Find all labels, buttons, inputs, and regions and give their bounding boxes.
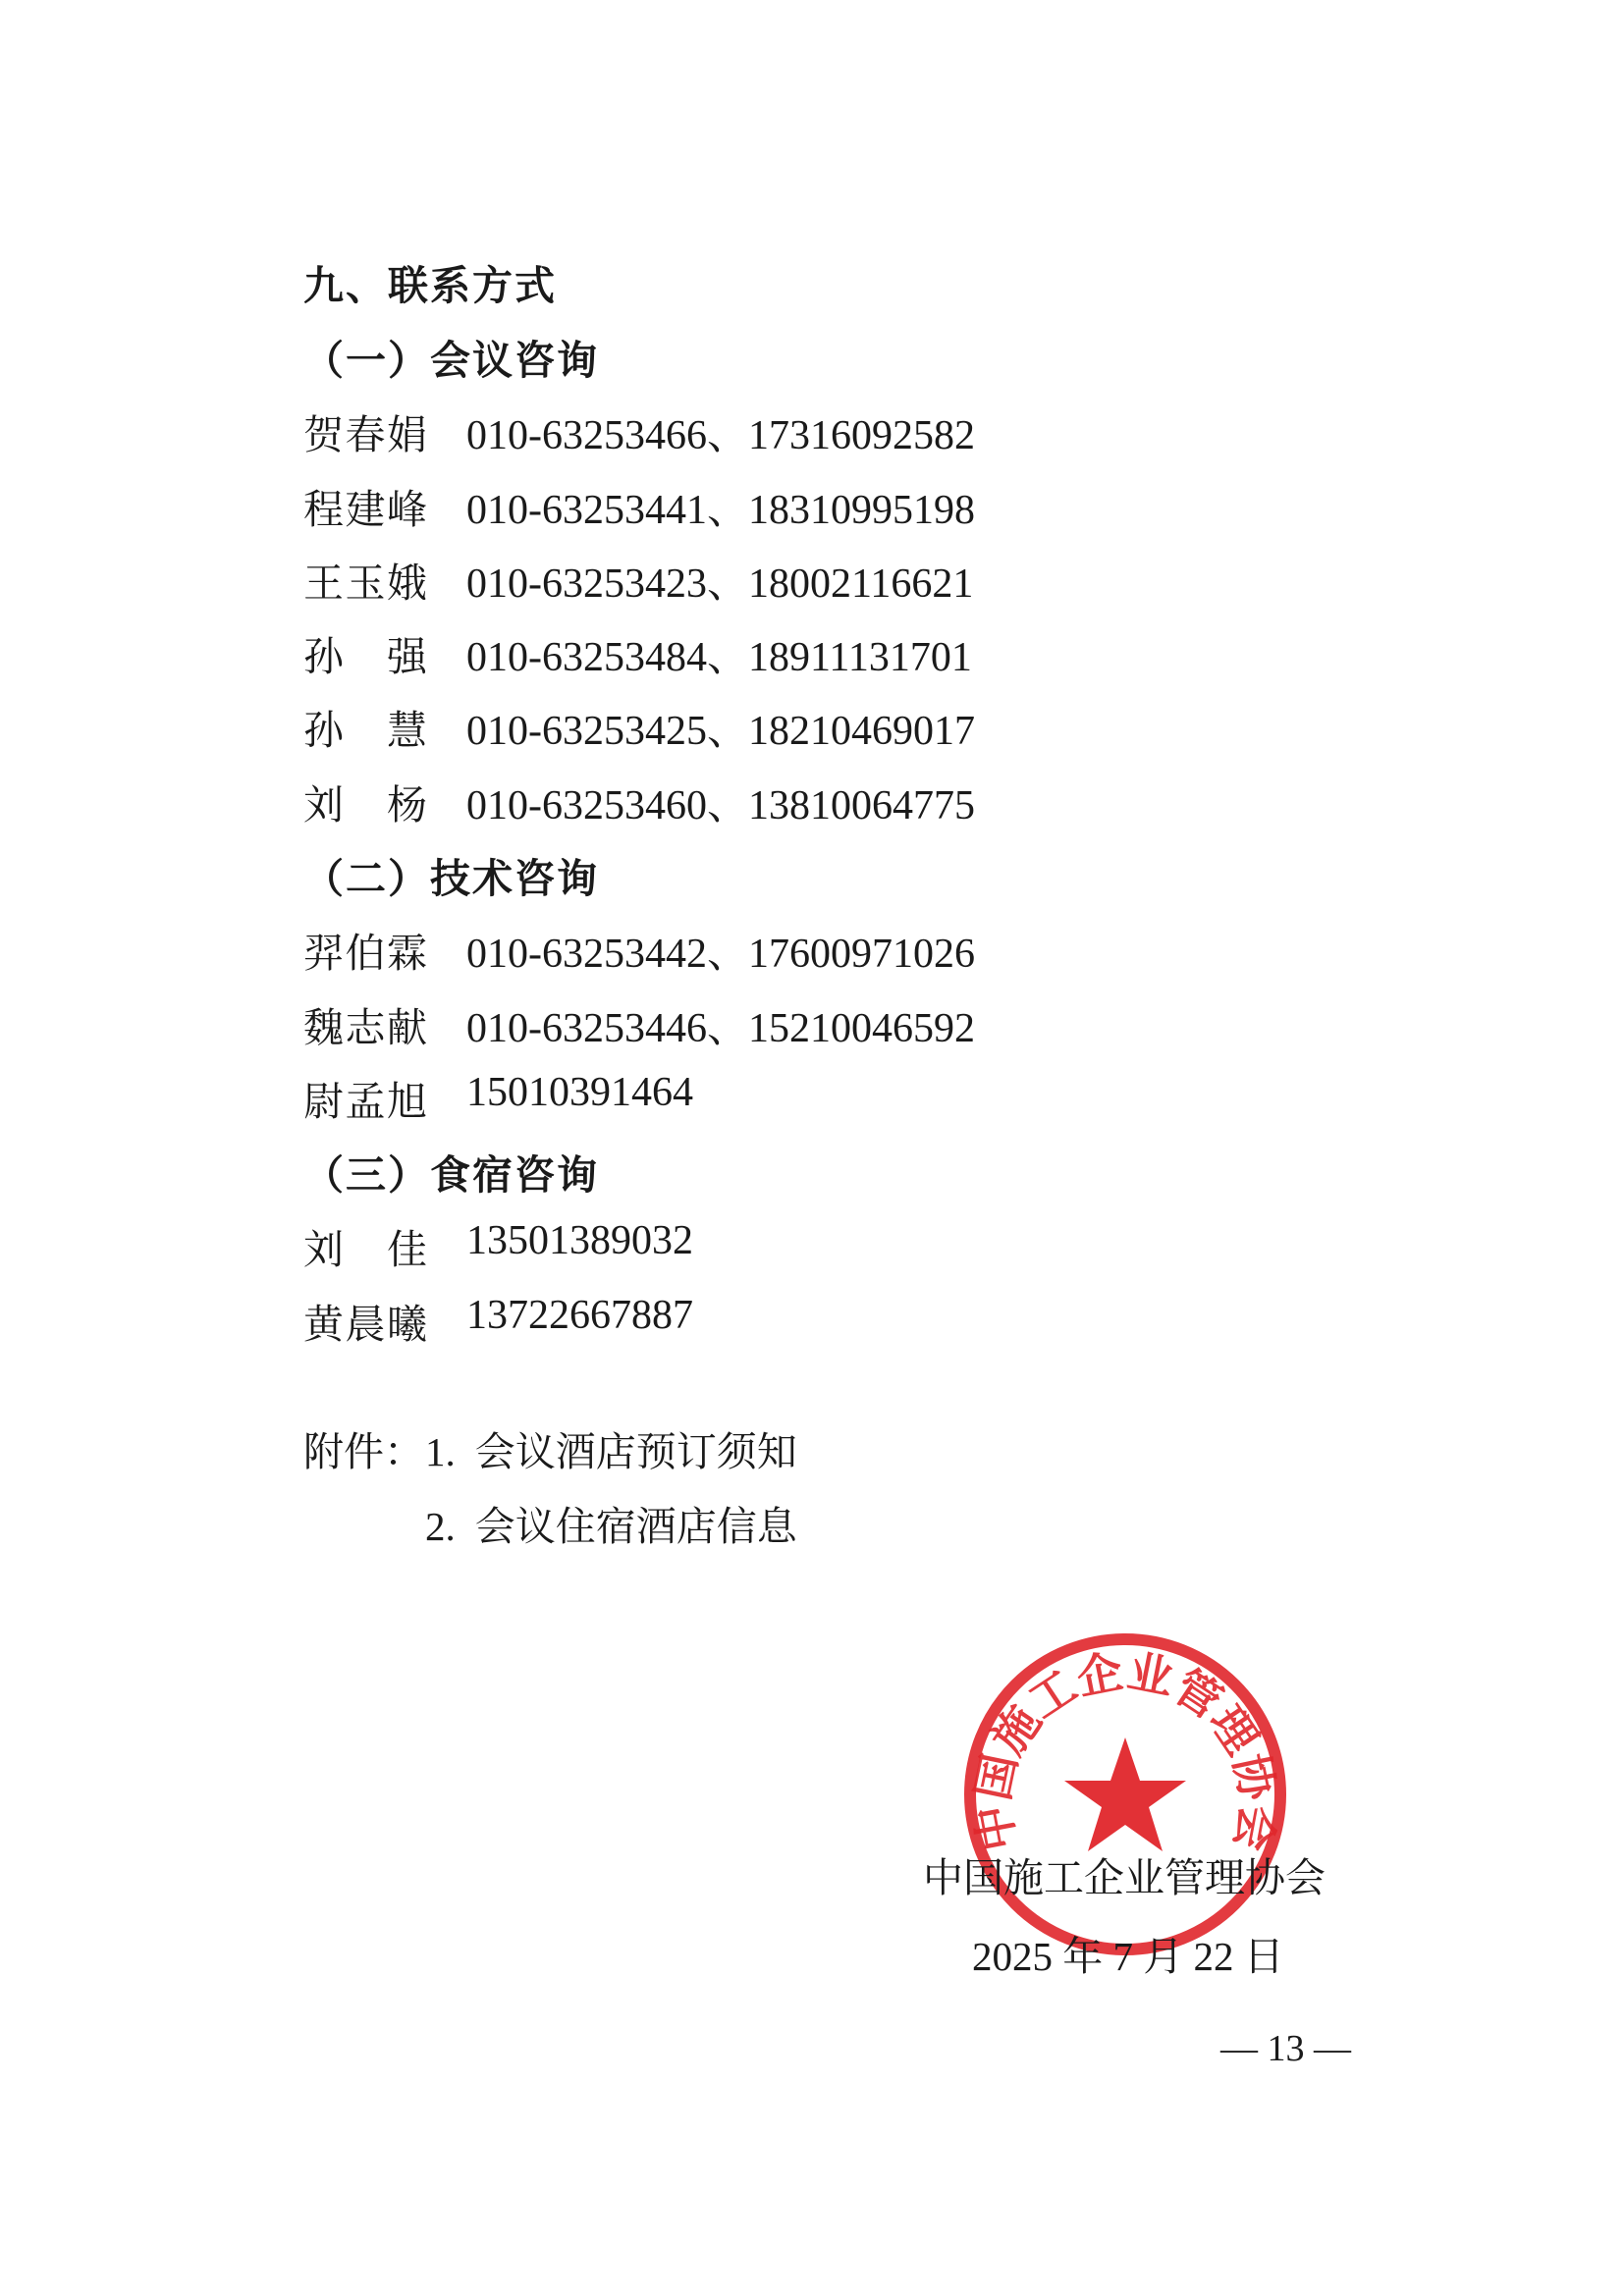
name-char: 刘 (303, 1226, 344, 1273)
name-char: 刘 (303, 781, 344, 828)
contact-name (303, 698, 427, 756)
page-number: — 13 — (1220, 2028, 1351, 2069)
name-char: 黄 (303, 1301, 344, 1348)
seal-text: 中国施工企业管理协会 (965, 1644, 1285, 1855)
contact-phone: 15010391464 (466, 1070, 693, 1115)
attachment-number: 1. (425, 1429, 456, 1474)
attachment-text: 会议酒店预订须知 (474, 1428, 797, 1475)
name-char: 娥 (387, 560, 427, 607)
contact-name (303, 773, 427, 830)
contact-phone: 13722667887 (466, 1293, 693, 1338)
contact-name (303, 477, 427, 535)
name-char: 尉 (303, 1078, 344, 1125)
official-seal (962, 1631, 1288, 1957)
group-title-meeting: （一）会议咨询 (303, 337, 599, 384)
name-char: 志 (345, 1004, 386, 1051)
name-char: 孟 (345, 1078, 386, 1125)
name-char: 魏 (303, 1004, 344, 1051)
name-char: 峰 (387, 486, 427, 533)
group-title-technical: （二）技术咨询 (303, 855, 599, 902)
contact-phone: 13501389032 (466, 1218, 693, 1263)
signature-date: 2025 年 7 月 22 日 (972, 1934, 1284, 1979)
name-char: 娟 (387, 411, 427, 458)
name-char: 强 (387, 633, 427, 680)
section-heading-contact: 九、联系方式 (303, 262, 557, 309)
name-char: 春 (345, 411, 386, 458)
group-title-lodging: （三）食宿咨询 (303, 1151, 599, 1199)
contact-phone: 010-63253441、18310995198 (466, 488, 975, 533)
contact-name (303, 1292, 427, 1350)
name-char: 佳 (387, 1226, 427, 1273)
name-char: 程 (303, 486, 344, 533)
name-char: 孙 (303, 707, 344, 754)
attachment-item (425, 1419, 797, 1477)
name-char: 孙 (303, 633, 344, 680)
contact-name (303, 995, 427, 1053)
attachment-item (425, 1494, 797, 1552)
contact-phone: 010-63253423、18002116621 (466, 561, 974, 607)
attachment-text: 会议住宿酒店信息 (474, 1503, 797, 1550)
contact-name (303, 921, 427, 979)
name-char: 伯 (345, 930, 386, 977)
name-char: 王 (303, 560, 344, 607)
name-char: 杨 (387, 781, 427, 828)
contact-phone: 010-63253446、15210046592 (466, 1006, 975, 1051)
contact-name (303, 624, 427, 682)
name-char: 贺 (303, 411, 344, 458)
contact-phone: 010-63253425、18210469017 (466, 709, 975, 754)
attachments-label: 附件： (303, 1428, 424, 1475)
contact-name (303, 1069, 427, 1127)
contact-phone: 010-63253484、18911131701 (466, 635, 972, 680)
contact-name (303, 1217, 427, 1275)
name-char: 慧 (387, 707, 427, 754)
contact-name (303, 551, 427, 609)
seal-star-icon (1064, 1737, 1186, 1851)
name-char: 旭 (387, 1078, 427, 1125)
contact-phone: 010-63253460、13810064775 (466, 783, 975, 828)
contact-phone: 010-63253466、17316092582 (466, 413, 975, 458)
contact-phone: 010-63253442、17600971026 (466, 932, 975, 977)
name-char: 羿 (303, 930, 344, 977)
attachment-number: 2. (425, 1504, 456, 1549)
signature-org: 中国施工企业管理协会 (923, 1854, 1326, 1901)
name-char: 献 (387, 1004, 427, 1051)
name-char: 建 (345, 486, 386, 533)
name-char: 霖 (387, 930, 427, 977)
contact-name (303, 402, 427, 460)
name-char: 玉 (345, 560, 386, 607)
name-char: 曦 (387, 1301, 427, 1348)
name-char: 晨 (345, 1301, 386, 1348)
